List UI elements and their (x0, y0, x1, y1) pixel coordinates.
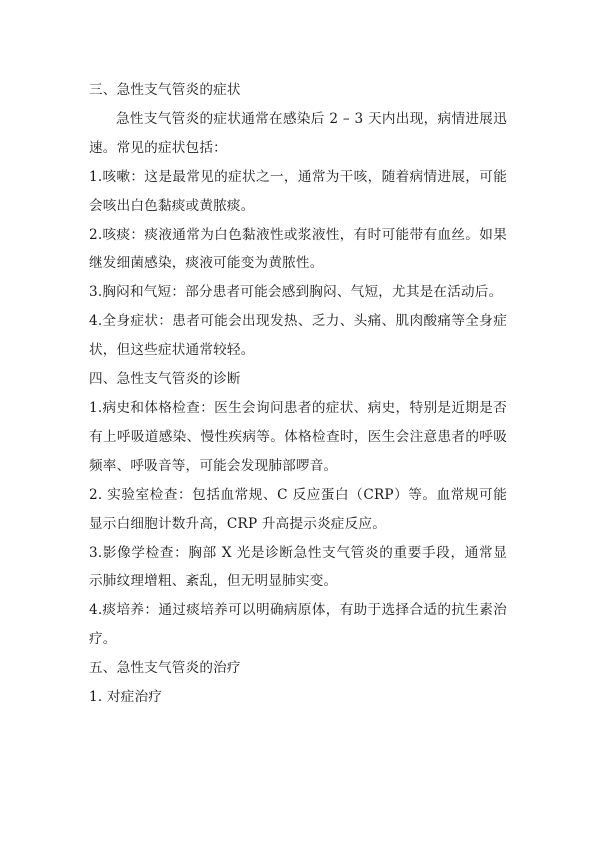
symptom-item-chest-tightness: 3.胸闷和气短：部分患者可能会感到胸闷、气短，尤其是在活动后。 (89, 284, 503, 301)
section-heading-diagnosis: 四、急性支气管炎的诊断 (89, 371, 241, 388)
diagnosis-item-lab-tests: 2. 实验室检查：包括血常规、C 反应蛋白（CRP）等。血常规可能显示白细胞计数升高，CRP 升高提示炎症反应。 (89, 486, 507, 532)
section-heading-treatment: 五、急性支气管炎的治疗 (89, 660, 241, 677)
symptom-item-systemic: 4.全身症状：患者可能会出现发热、乏力、头痛、肌肉酸痛等全身症状，但这些症状通常较轻。 (89, 313, 507, 359)
diagnosis-item-sputum-culture: 4.痰培养：通过痰培养可以明确病原体，有助于选择合适的抗生素治疗。 (89, 602, 507, 648)
subheading-symptomatic-treatment: 1. 对症治疗 (89, 689, 163, 706)
symptoms-intro-paragraph: 急性支气管炎的症状通常在感染后 2 – 3 天内出现，病情进展迅速。常见的症状包括： (89, 110, 507, 156)
diagnosis-item-history-exam: 1.病史和体格检查：医生会询问患者的症状、病史，特别是近期是否有上呼吸道感染、慢性疾病等。体格检查时，医生会注意患者的呼吸频率、呼吸音等，可能会发现肺部啰音。 (89, 399, 507, 474)
section-heading-symptoms: 三、急性支气管炎的症状 (89, 82, 241, 98)
diagnosis-item-imaging: 3.影像学检查：胸部 X 光是诊断急性支气管炎的重要手段，通常显示肺纹理增粗、紊乱，但无明显肺实变。 (89, 544, 507, 590)
symptom-item-cough: 1.咳嗽：这是最常见的症状之一，通常为干咳，随着病情进展，可能会咳出白色黏痰或黄脓痰。 (89, 168, 507, 214)
symptom-item-sputum: 2.咳痰：痰液通常为白色黏液性或浆液性，有时可能带有血丝。如果继发细菌感染，痰液可能变为黄脓性。 (89, 226, 507, 272)
document-body (89, 76, 507, 712)
